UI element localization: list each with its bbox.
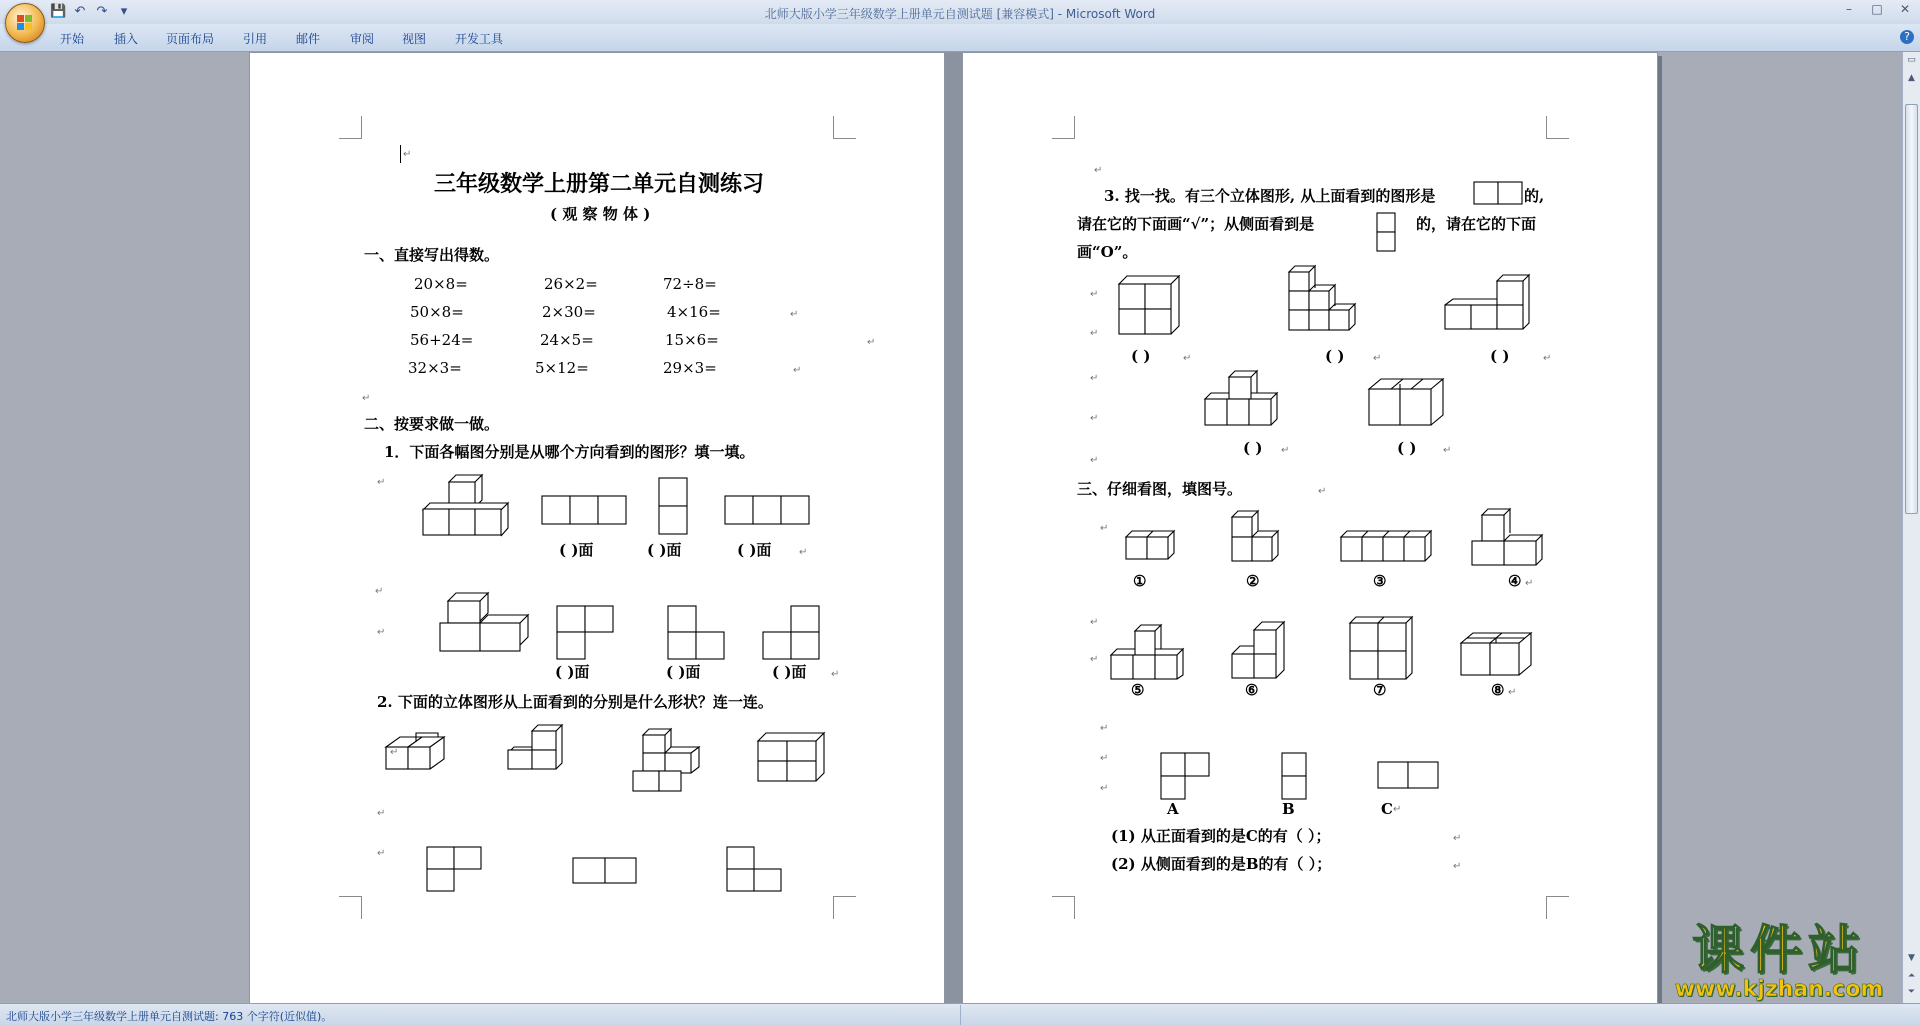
watermark-url: www.kjzhan.com xyxy=(1674,977,1884,1002)
view-figure xyxy=(726,846,786,896)
cube-figure xyxy=(440,593,530,655)
page-title: 三年级数学上册第二单元自测练习 xyxy=(434,171,765,197)
answer-paren: ( ) xyxy=(1325,347,1345,365)
paragraph-mark: ↵ xyxy=(1318,486,1327,497)
figure-number: ① xyxy=(1133,572,1147,590)
answer-line: (2) 从侧面看到的是B的有（ ）； xyxy=(1111,855,1332,873)
save-icon[interactable]: 💾 xyxy=(50,4,67,19)
question-text: 请在它的下面画“√”；从侧面看到是 xyxy=(1077,215,1315,233)
crop-mark xyxy=(833,896,856,919)
title-bar xyxy=(0,0,1920,24)
paragraph-mark: ↵ xyxy=(831,669,840,680)
paragraph-mark: ↵ xyxy=(1100,753,1109,764)
cube-figure xyxy=(1205,371,1289,433)
office-button[interactable] xyxy=(5,3,45,43)
paragraph-mark: ↵ xyxy=(793,365,802,376)
paragraph-mark: ↵ xyxy=(1183,353,1192,364)
view-label: A xyxy=(1167,800,1179,818)
paragraph-mark: ↵ xyxy=(1443,445,1452,456)
question-text: 3. 找一找。有三个立体图形, 从上面看到的图形是 xyxy=(1104,187,1436,205)
calc-item: 2×30= xyxy=(542,303,596,321)
paragraph-mark: ↵ xyxy=(377,627,386,638)
paragraph-mark: ↵ xyxy=(1453,833,1462,844)
view-label: C xyxy=(1381,800,1393,818)
figure-number: ⑦ xyxy=(1373,681,1387,699)
paragraph-mark: ↵ xyxy=(1100,723,1109,734)
view-figure xyxy=(658,477,688,537)
view-figure xyxy=(762,605,822,663)
tab-developer[interactable]: 开发工具 xyxy=(455,32,504,46)
crop-mark xyxy=(833,116,856,139)
cube-figure xyxy=(1111,625,1187,681)
scroll-thumb[interactable] xyxy=(1905,104,1918,514)
calc-item: 4×16= xyxy=(667,303,721,321)
cube-figure xyxy=(1461,631,1535,681)
cube-figure xyxy=(1232,622,1288,682)
crop-mark xyxy=(1052,116,1075,139)
next-page-icon[interactable]: ⏷ xyxy=(1907,987,1916,997)
answer-blank: ( )面 xyxy=(737,541,772,559)
minimize-button[interactable]: – xyxy=(1846,2,1852,16)
calc-item: 20×8= xyxy=(414,275,468,293)
answer-blank: ( )面 xyxy=(666,663,701,681)
status-bar xyxy=(0,1003,1920,1026)
calc-item: 32×3= xyxy=(408,359,462,377)
view-label: B xyxy=(1282,800,1295,818)
page-subtitle: ( 观 察 物 体 ) xyxy=(550,205,651,223)
paragraph-mark: ↵ xyxy=(1453,861,1462,872)
view-figure xyxy=(667,605,727,663)
crop-mark xyxy=(1546,116,1569,139)
answer-paren: ( ) xyxy=(1490,347,1510,365)
question-text: 1．下面各幅图分别是从哪个方向看到的图形？填一填。 xyxy=(384,443,755,461)
close-button[interactable]: ✕ xyxy=(1899,2,1911,16)
paragraph-mark: ↵ xyxy=(1373,353,1382,364)
section-heading: 二、按要求做一做。 xyxy=(364,415,500,433)
document-area[interactable] xyxy=(0,52,1902,1003)
section-heading: 三、仔细看图，填图号。 xyxy=(1077,480,1243,498)
paragraph-mark: ↵ xyxy=(1100,523,1109,534)
view-figure xyxy=(1376,212,1398,256)
calc-item: 15×6= xyxy=(665,331,719,349)
document-name: 北师大版小学三年级数学上册单元自测试题 [兼容模式] xyxy=(764,7,1054,21)
calc-item: 24×5= xyxy=(540,331,594,349)
paragraph-mark: ↵ xyxy=(377,477,386,488)
paragraph-mark: ↵ xyxy=(799,547,808,558)
watermark-title: 课件站 xyxy=(1691,921,1866,981)
window-title xyxy=(0,5,1920,22)
window-controls xyxy=(1842,2,1912,16)
paragraph-mark: ↵ xyxy=(1090,654,1099,665)
cube-figure xyxy=(1119,276,1183,338)
cube-figure xyxy=(508,727,578,783)
paragraph-mark: ↵ xyxy=(1100,783,1109,794)
tab-mailings[interactable]: 邮件 xyxy=(296,32,321,46)
figure-number: ⑧ xyxy=(1491,681,1505,699)
paragraph-mark: ↵ xyxy=(1508,687,1517,698)
cube-figure xyxy=(1289,266,1365,342)
ribbon-tab-bar xyxy=(0,24,1920,52)
question-text: 画“O”。 xyxy=(1077,243,1138,261)
paragraph-mark: ↵ xyxy=(1090,617,1099,628)
cube-figure xyxy=(1472,509,1546,569)
paragraph-mark: ↵ xyxy=(1281,445,1290,456)
tab-view[interactable]: 视图 xyxy=(402,32,427,46)
customize-qat-icon[interactable]: ▾ xyxy=(120,4,128,19)
figure-number: ⑥ xyxy=(1245,681,1259,699)
paragraph-mark: ↵ xyxy=(1090,289,1099,300)
paragraph-mark: ↵ xyxy=(867,337,876,348)
paragraph-mark: ↵ xyxy=(790,309,799,320)
help-icon[interactable]: ? xyxy=(1900,30,1914,44)
scroll-up-icon[interactable]: ▲ xyxy=(1908,73,1915,83)
document-page-1[interactable] xyxy=(249,52,945,1003)
watermark-logo xyxy=(1660,921,1898,1006)
tab-home[interactable]: 开始 xyxy=(60,32,85,46)
figure-number: ⑤ xyxy=(1131,681,1145,699)
question-text: 2. 下面的立体图形从上面看到的分别是什么形状？连一连。 xyxy=(377,693,773,711)
view-figure xyxy=(572,857,642,887)
status-text: 北师大版小学三年级数学上册单元自测试题: 763 个字符(近似值)。 xyxy=(6,1010,333,1023)
cube-figure xyxy=(1126,531,1176,563)
document-page-2[interactable] xyxy=(962,52,1658,1003)
crop-mark xyxy=(339,116,362,139)
paragraph-mark: ↵ xyxy=(1543,353,1552,364)
cube-figure xyxy=(1232,511,1282,565)
paragraph-mark: ↵ xyxy=(1525,578,1534,589)
figure-number: ② xyxy=(1246,572,1260,590)
maximize-button[interactable]: □ xyxy=(1871,2,1883,16)
cube-figure xyxy=(423,480,513,540)
previous-page-icon[interactable]: ⏶ xyxy=(1907,971,1916,981)
crop-mark xyxy=(1546,896,1569,919)
page-gap xyxy=(945,52,962,1003)
paragraph-mark: ↵ xyxy=(362,393,371,404)
crop-mark xyxy=(339,896,362,919)
paragraph-mark: ↵ xyxy=(1094,165,1103,176)
cube-figure xyxy=(758,733,824,789)
tab-review[interactable]: 审阅 xyxy=(350,32,375,46)
paragraph-mark: ↵ xyxy=(1393,804,1402,815)
calc-item: 56+24= xyxy=(410,331,474,349)
paragraph-mark: ↵ xyxy=(1090,413,1099,424)
figure-number: ③ xyxy=(1373,572,1387,590)
answer-line: (1) 从正面看到的是C的有（ ）； xyxy=(1111,827,1331,845)
answer-blank: ( )面 xyxy=(647,541,682,559)
calc-item: 50×8= xyxy=(410,303,464,321)
crop-mark xyxy=(1052,896,1075,919)
text-cursor xyxy=(400,145,401,163)
paragraph-mark: ↵ xyxy=(377,808,386,819)
figure-number: ④ xyxy=(1508,572,1522,590)
cube-figure xyxy=(386,733,456,783)
scroll-down-icon[interactable]: ▼ xyxy=(1908,953,1915,963)
calc-item: 29×3= xyxy=(663,359,717,377)
paragraph-mark: ↵ xyxy=(1090,455,1099,466)
answer-blank: ( )面 xyxy=(559,541,594,559)
view-figure xyxy=(1281,752,1309,802)
question-text: 的，请在它的下面 xyxy=(1416,215,1537,233)
paragraph-mark: ↵ xyxy=(1090,328,1099,339)
answer-blank: ( )面 xyxy=(772,663,807,681)
view-figure xyxy=(1160,752,1212,802)
answer-paren: ( ) xyxy=(1397,439,1417,457)
tab-references[interactable]: 引用 xyxy=(243,32,268,46)
app-name: - Microsoft Word xyxy=(1053,7,1156,21)
view-figure xyxy=(556,605,616,663)
section-heading: 一、直接写出得数。 xyxy=(364,246,500,264)
calc-item: 26×2= xyxy=(544,275,598,293)
status-divider xyxy=(960,1005,961,1025)
answer-blank: ( )面 xyxy=(555,663,590,681)
calc-item: 5×12= xyxy=(535,359,589,377)
view-figure xyxy=(1377,761,1441,791)
redo-icon[interactable]: ↷ xyxy=(96,4,108,19)
undo-icon[interactable]: ↶ xyxy=(74,4,86,19)
paragraph-mark: ↵ xyxy=(377,848,386,859)
paragraph-mark: ↵ xyxy=(1090,373,1099,384)
cube-figure xyxy=(1369,377,1449,433)
cube-figure xyxy=(1350,617,1414,685)
cube-figure xyxy=(633,729,709,795)
cube-figure xyxy=(1341,531,1431,565)
answer-paren: ( ) xyxy=(1131,347,1151,365)
tab-page-layout[interactable]: 页面布局 xyxy=(166,32,215,46)
view-figure xyxy=(724,495,810,527)
ruler-toggle-icon[interactable]: ▭ xyxy=(1907,55,1916,65)
tab-insert[interactable]: 插入 xyxy=(114,32,139,46)
vertical-scrollbar[interactable] xyxy=(1902,52,1920,1003)
view-figure xyxy=(426,846,486,896)
view-figure xyxy=(1473,181,1525,207)
view-figure xyxy=(541,495,627,527)
cube-figure xyxy=(1445,273,1535,335)
paragraph-mark: ↵ xyxy=(403,149,412,160)
calc-item: 72÷8= xyxy=(663,275,717,293)
question-text: 的, xyxy=(1524,187,1545,205)
answer-paren: ( ) xyxy=(1243,439,1263,457)
office-logo-icon xyxy=(17,15,33,31)
paragraph-mark: ↵ xyxy=(375,586,384,597)
paragraph-mark: ↵ xyxy=(390,747,399,758)
